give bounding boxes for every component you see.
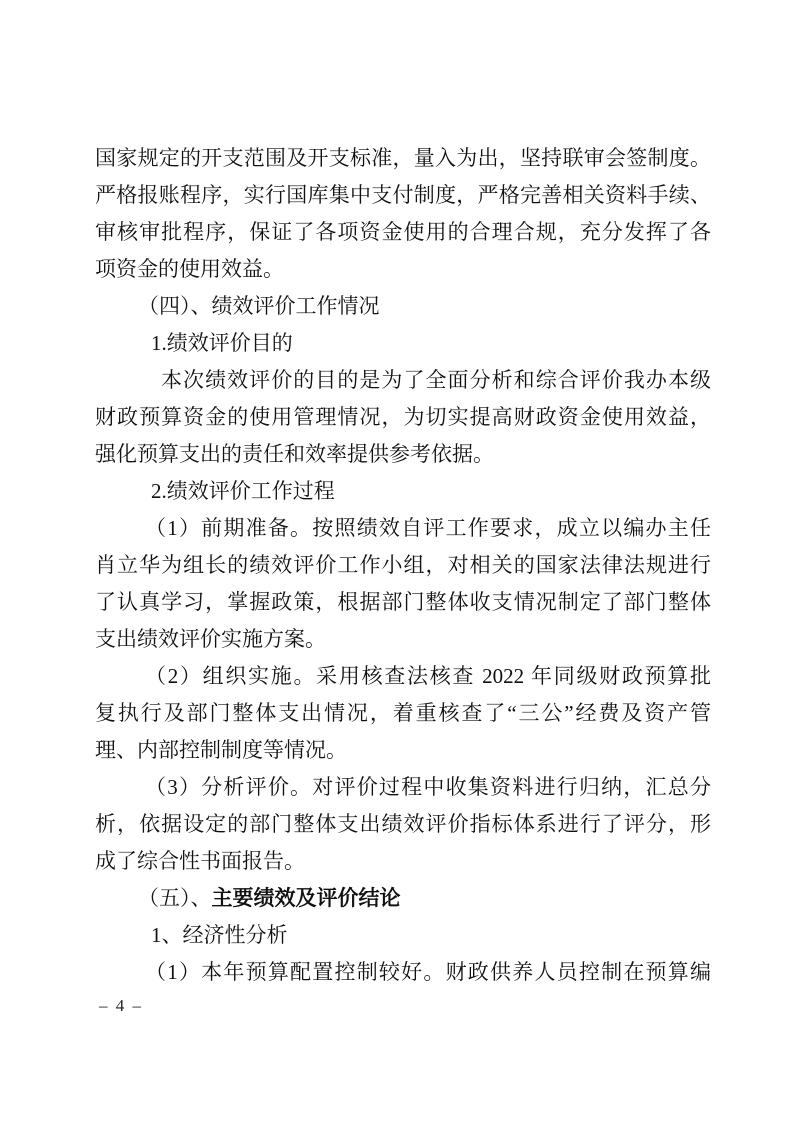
- text-line: 审核审批程序，保证了各项资金使用的合理合规，充分发挥了各: [95, 220, 711, 244]
- text-line: （2）组织实施。采用核查法核查 2022 年同级财政预算批: [145, 664, 711, 688]
- text-line: 项资金的使用效益。: [95, 257, 284, 281]
- text-line: 严格报账程序，实行国库集中支付制度，严格完善相关资料手续、: [95, 183, 711, 207]
- page-number: – 4 –: [99, 996, 143, 1015]
- text-line: （四）、绩效评价工作情况: [138, 294, 380, 318]
- text-line: 成了综合性书面报告。: [95, 849, 305, 873]
- text-line: 国家规定的开支范围及开支标准，量入为出，坚持联审会签制度。: [95, 146, 711, 170]
- text-line: 1.绩效评价目的: [151, 331, 293, 355]
- text-line: 析，依据设定的部门整体支出绩效评价指标体系进行了评分，形: [95, 812, 711, 836]
- text-line: 强化预算支出的责任和效率提供参考依据。: [95, 442, 494, 466]
- text-line: [95, 880, 711, 917]
- text-line: （3）分析评价。对评价过程中收集资料进行归纳，汇总分: [145, 775, 711, 799]
- heading-prefix: （五）、: [138, 886, 212, 910]
- text-line: 复执行及部门整体支出情况，着重核查了“三公”经费及资产管: [95, 701, 711, 725]
- text-line: 支出绩效评价实施方案。: [95, 627, 326, 651]
- text-line: （1）前期准备。按照绩效自评工作要求，成立以编办主任: [145, 516, 711, 540]
- text-line: 了认真学习，掌握政策，根据部门整体收支情况制定了部门整体: [95, 590, 711, 614]
- text-line: 2.绩效评价工作过程: [151, 479, 335, 503]
- heading-bold-text: 主要绩效及评价结论: [211, 887, 401, 910]
- text-line: （1）本年预算配置控制较好。财政供养人员控制在预算编: [145, 960, 711, 984]
- document-body: [95, 140, 711, 991]
- text-line: 理、内部控制制度等情况。: [95, 738, 347, 762]
- text-line: 1、经济性分析: [151, 923, 288, 947]
- text-line: 财政预算资金的使用管理情况，为切实提高财政资金使用效益，: [95, 405, 711, 429]
- text-line: 肖立华为组长的绩效评价工作小组，对相关的国家法律法规进行: [95, 553, 711, 577]
- text-line: 本次绩效评价的目的是为了全面分析和综合评价我办本级: [161, 368, 711, 392]
